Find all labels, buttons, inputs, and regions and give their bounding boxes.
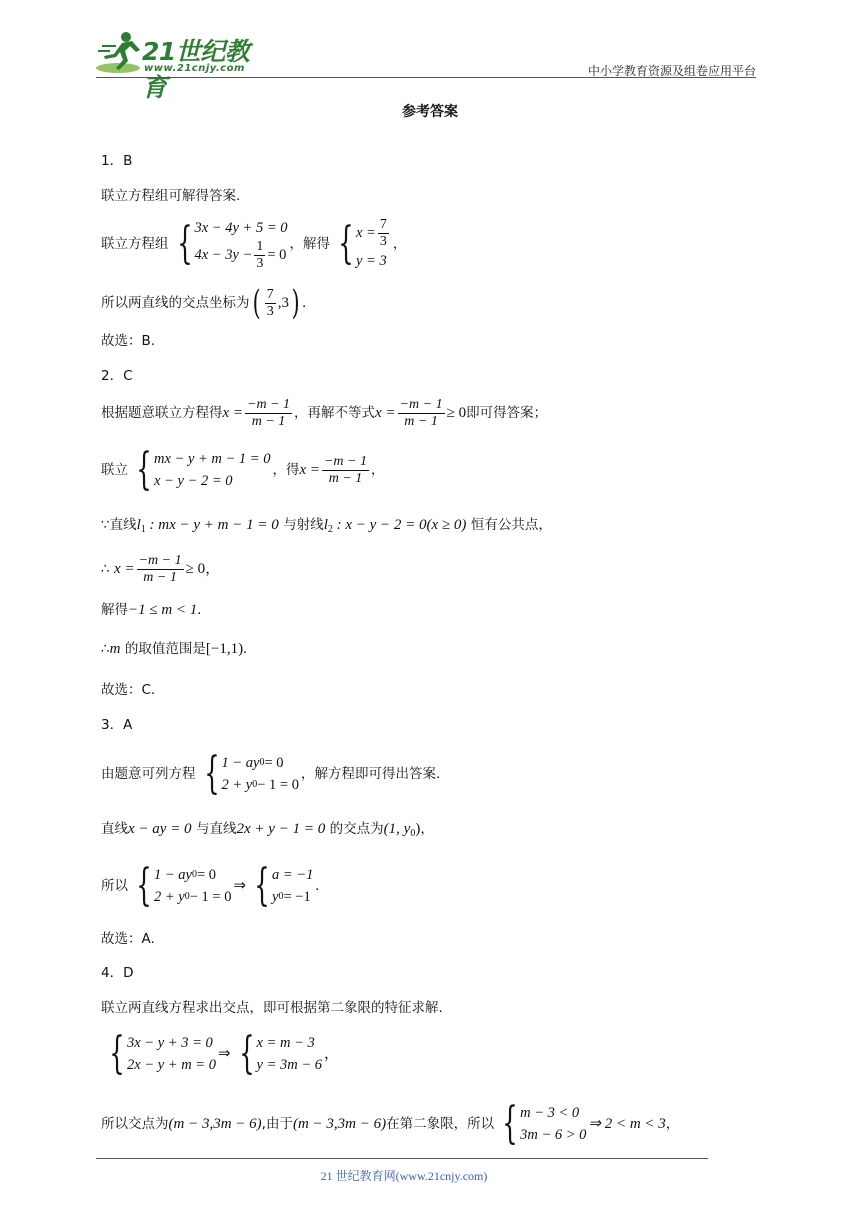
footer-divider	[96, 1158, 708, 1159]
q2-system: { mx − y + m − 1 = 0 x − y − 2 = 0	[136, 444, 271, 495]
logo-text: 21世纪教育	[142, 37, 250, 102]
platform-name: 中小学教育资源及组卷应用平台	[587, 64, 756, 78]
q4-system-line: { 3x − y + 3 = 0 2x − y + m = 0 ⇒ { x = m − 3 y = 3m − 6 ，	[101, 1030, 339, 1078]
logo	[96, 30, 266, 102]
q1-system: { 3x − 4y + 5 = 0 4x − 3y − $\frac{1}{3}$ = 0	[176, 218, 288, 271]
q3-system: { 1 − ay 0 = 0 2 + y 0 − 1 = 0	[203, 748, 299, 799]
runner-logo-icon	[96, 30, 148, 76]
q4-label: 4．D	[101, 965, 134, 981]
q3-lines: 直线x − ay = 0 与直线2x + y − 1 = 0 的交点为(1, $y_0$)，	[101, 821, 434, 839]
q4-system: { 3x − y + 3 = 0 2x − y + m = 0	[109, 1028, 216, 1079]
page-title: 参考答案	[402, 104, 458, 120]
header-divider	[96, 77, 756, 78]
logo-url: www.21cnjy.com	[144, 63, 245, 74]
q4-hint: 联立两直线方程求出交点，即可根据第二象限的特征求解.	[101, 1000, 443, 1016]
q2-because: ∵直线$l_1$ : mx − y + m − 1 = 0 与射线$l_2$ : x − y − 2 = 0(x ≥ 0) 恒有公共点，	[101, 517, 552, 535]
q3-label: 3．A	[101, 717, 133, 733]
q2-solve: 解得−1 ≤ m < 1.	[101, 602, 202, 618]
q1-label: 1．B	[101, 153, 133, 169]
q1-system-line: 联立方程组 { 3x − 4y + 5 = 0 4x − 3y − $\frac{1}{3}$ = 0 ，解得 { x = $\frac{7}{3}$ y = 3 ，	[101, 216, 407, 271]
q2-label: 2．C	[101, 368, 133, 384]
q2-range: ∴m 的取值范围是[−1,1).	[101, 641, 247, 657]
page-header	[96, 30, 756, 102]
footer-text: 21 世纪教育网(www.21cnjy.com)	[320, 1169, 488, 1183]
q2-therefore: ∴ x = $\frac{-m - 1}{m - 1}$ ≥ 0，	[101, 552, 221, 585]
q1-choose: 故选：B.	[101, 333, 156, 349]
q3-choose: 故选：A.	[101, 931, 155, 947]
q3-solution: 所以 { 1 − ay 0 = 0 2 + y 0 − 1 = 0 ⇒ { a = −1 y 0 = −1 .	[101, 860, 320, 911]
q1-solution: { x = $\frac{7}{3}$ y = 3	[338, 216, 387, 269]
q3-hint: 由题意可列方程 { 1 − ay 0 = 0 2 + y 0 − 1 = 0 ，解方程即可得出答案.	[101, 748, 441, 799]
q2-system-line: 联立 { mx − y + m − 1 = 0 x − y − 2 = 0 ，得 x = $\frac{-m - 1}{m - 1}$ ，	[101, 444, 385, 495]
q4-conclusion: 所以交点为 (m − 3,3m − 6) ,由于 (m − 3,3m − 6) 在第二象限，所以 { m − 3 < 0 3m − 6 > 0 ⇒ 2 < m < 3 ，	[101, 1098, 680, 1149]
q1-hint: 联立方程组可解得答案.	[101, 188, 241, 204]
q2-choose: 故选：C.	[101, 682, 156, 698]
q2-hint: 根据题意联立方程得 x = $\frac{-m - 1}{m - 1}$ ，再解不等式 x = $\frac{-m - 1}{m - 1}$ ≥ 0 即可得答案；	[101, 396, 548, 429]
q1-conclusion: 所以两直线的交点坐标为 ( $\frac{7}{3}$ ,3 ) .	[101, 283, 307, 323]
